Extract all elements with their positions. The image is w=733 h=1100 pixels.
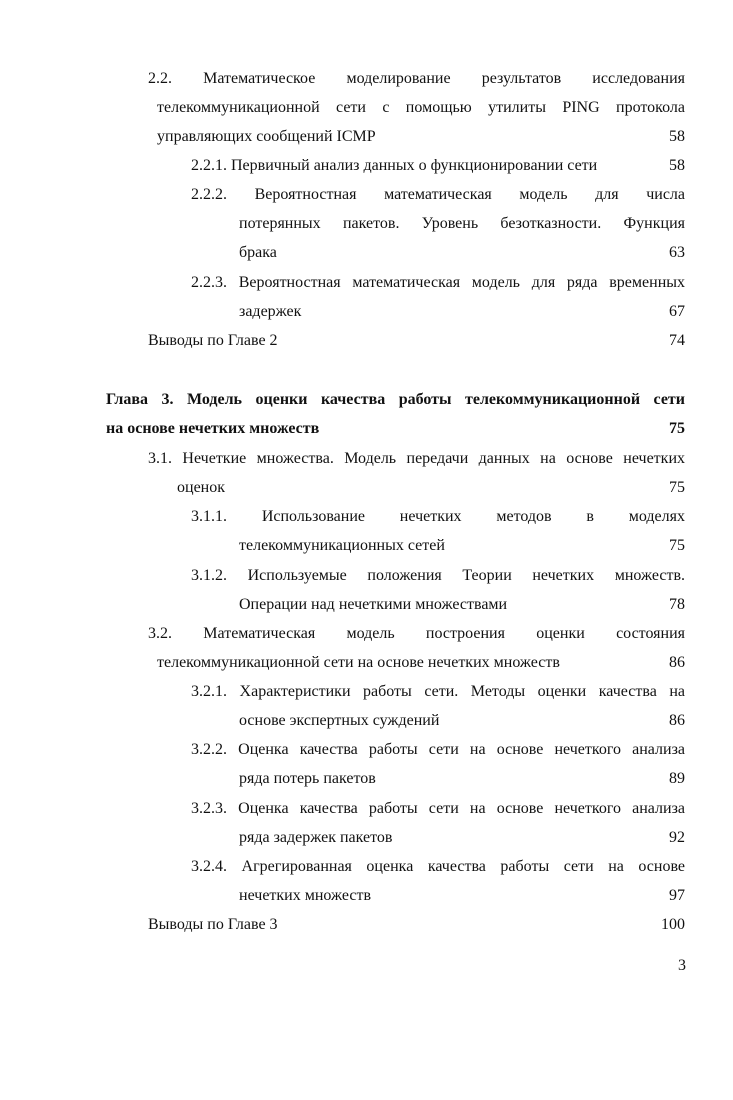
toc-entry-title-line-1: Характеристики работы сети. Методы оценки качества на	[239, 683, 686, 700]
toc-entry-3-2-3	[191, 794, 685, 852]
toc-entry-title-line-2: задержек	[239, 303, 302, 320]
toc-entry-line	[148, 326, 685, 355]
toc-entry-title-line-2: основе экспертных суждений	[239, 712, 440, 729]
toc-entry-line	[239, 531, 685, 560]
toc-entry-title-line-1: Вероятностная математическая модель для ряда временных	[238, 274, 686, 291]
toc-entry-3-2-1	[191, 677, 685, 735]
toc-entry-title-line-1: Первичный анализ данных о функционировании сети	[231, 157, 598, 174]
toc-entry-title-line-2: телекоммуникационных сетей	[239, 537, 445, 554]
toc-entry-line	[191, 794, 685, 823]
toc-page-ref: 78	[669, 596, 685, 613]
toc-entry-title-line-2: телекоммуникационной сети с помощью утилиты PING протокола	[157, 99, 685, 116]
toc-entry-3-2-4	[191, 852, 685, 910]
toc-entry-title-line-3: брака	[239, 244, 277, 261]
toc-entry-line	[191, 735, 685, 764]
toc-entry-number: 3.1.1.	[191, 508, 227, 525]
toc-entry-line	[157, 648, 685, 677]
toc-entry-line	[148, 619, 685, 648]
toc-entry-title-line-1: Оценка качества работы сети на основе нечеткого анализа	[238, 741, 685, 758]
toc-entry-line	[191, 151, 685, 180]
toc-entry-2-2-3	[191, 268, 685, 326]
toc-page-ref: 75	[669, 479, 685, 496]
toc-entry-line	[239, 209, 685, 238]
toc-entry-3-2	[148, 619, 685, 677]
toc-entry-number: 3.2.2.	[191, 741, 227, 758]
toc-entry-title-line-2: нечетких множеств	[239, 887, 372, 904]
toc-entry-title-line-1: Вероятностная математическая модель для числа	[254, 186, 686, 203]
toc-page-ref: 63	[669, 244, 685, 261]
toc-entry-line	[239, 238, 685, 267]
toc-entry-title-line-1: Используемые положения Теории нечетких множеств.	[247, 567, 686, 584]
toc-entry-title-line-1: Использование нечетких методов в моделях	[261, 508, 686, 525]
toc-entry-3-1-1	[191, 502, 685, 560]
toc-entry-3-2-2	[191, 735, 685, 793]
toc-page-ref: 92	[669, 829, 685, 846]
toc-entry-line	[191, 561, 685, 590]
toc-entry-line	[239, 297, 685, 326]
toc-entry-number: 2.2.2.	[191, 186, 227, 203]
toc-page-ref: 100	[661, 916, 685, 933]
toc-entry-conclusions-2	[148, 326, 685, 355]
toc-page-ref: 58	[669, 157, 685, 174]
toc-entry-line	[191, 852, 685, 881]
toc-entry-title-line-1: Оценка качества работы сети на основе нечеткого анализа	[238, 800, 685, 817]
toc-entry-number: 3.2.4.	[191, 858, 227, 875]
toc-entry-title-line-1: Агрегированная оценка качества работы сети на основе	[241, 858, 686, 875]
toc-entry-2-2-2	[191, 180, 685, 267]
toc-entry-title-line-2: Операции над нечеткими множествами	[239, 596, 508, 613]
toc-entry-3-1	[148, 444, 685, 502]
toc-chapter-3	[106, 385, 685, 443]
toc-entry-title-line-1: Математическая модель построения оценки состояния	[203, 625, 686, 642]
toc-page-ref: 75	[669, 537, 685, 554]
toc-page-ref: 75	[669, 420, 685, 437]
toc-entry-title-line-2: ряда задержек пакетов	[239, 829, 393, 846]
toc-entry-line	[239, 706, 685, 735]
toc-entry-2-2-1	[191, 151, 685, 180]
toc-entry-number: 3.2.3.	[191, 800, 227, 817]
toc-page-ref: 67	[669, 303, 685, 320]
toc-page-ref: 89	[669, 770, 685, 787]
toc-entry-line	[191, 268, 685, 297]
toc-entry-title-line-3: управляющих сообщений ICMP	[157, 128, 376, 145]
page-number: 3	[678, 957, 686, 974]
toc-entry-line	[148, 910, 685, 939]
toc-entry-line	[191, 180, 685, 209]
toc-entry-title-line-1: Математическое моделирование результатов исследования	[203, 70, 686, 87]
toc-entry-title-line-2: на основе нечетких множеств	[106, 420, 320, 437]
toc-entry-number: 3.2.1.	[191, 683, 227, 700]
toc-entry-title-line-2: оценок	[177, 479, 225, 496]
toc-entry-line	[239, 590, 685, 619]
toc-page-ref: 86	[669, 712, 685, 729]
toc-entry-title-line-1: Нечеткие множества. Модель передачи данных на основе нечетких	[182, 450, 686, 467]
toc-page-ref: 97	[669, 887, 685, 904]
toc-entry-2-2	[148, 64, 685, 151]
toc-entry-line	[148, 64, 685, 93]
toc-entry-number: 3.1.	[148, 450, 172, 467]
toc-entry-line	[177, 473, 685, 502]
toc-entry-number: 2.2.3.	[191, 274, 227, 291]
toc-entry-title-line-1: Глава 3. Модель оценки качества работы телекоммуникационной сети	[106, 391, 685, 408]
toc-entry-line	[191, 502, 685, 531]
toc-entry-number: 2.2.1.	[191, 157, 227, 174]
toc-entry-3-1-2	[191, 561, 685, 619]
toc-entry-line	[106, 414, 685, 443]
toc-entry-title-line-2: ряда потерь пакетов	[239, 770, 376, 787]
toc-entry-title-line-2: потерянных пакетов. Уровень безотказности. Функция	[239, 215, 685, 232]
toc-entry-number: 2.2.	[148, 70, 172, 87]
toc-page-ref: 86	[669, 654, 685, 671]
toc-entry-title-line-1: Выводы по Главе 2	[148, 332, 278, 349]
toc-page-ref: 74	[669, 332, 685, 349]
toc-entry-line	[157, 93, 685, 122]
toc-entry-line	[157, 122, 685, 151]
toc-entry-line	[106, 385, 685, 414]
toc-entry-line	[239, 881, 685, 910]
toc-entry-line	[148, 444, 685, 473]
toc-entry-number: 3.2.	[148, 625, 172, 642]
toc-page-ref: 58	[669, 128, 685, 145]
toc-entry-line	[239, 823, 685, 852]
toc-entry-title-line-2: телекоммуникационной сети на основе нечетких множеств	[157, 654, 560, 671]
toc-entry-line	[239, 764, 685, 793]
toc-entry-title-line-1: Выводы по Главе 3	[148, 916, 278, 933]
toc-entry-conclusions-3	[148, 910, 685, 939]
toc-entry-line	[191, 677, 685, 706]
toc-entry-number: 3.1.2.	[191, 567, 227, 584]
